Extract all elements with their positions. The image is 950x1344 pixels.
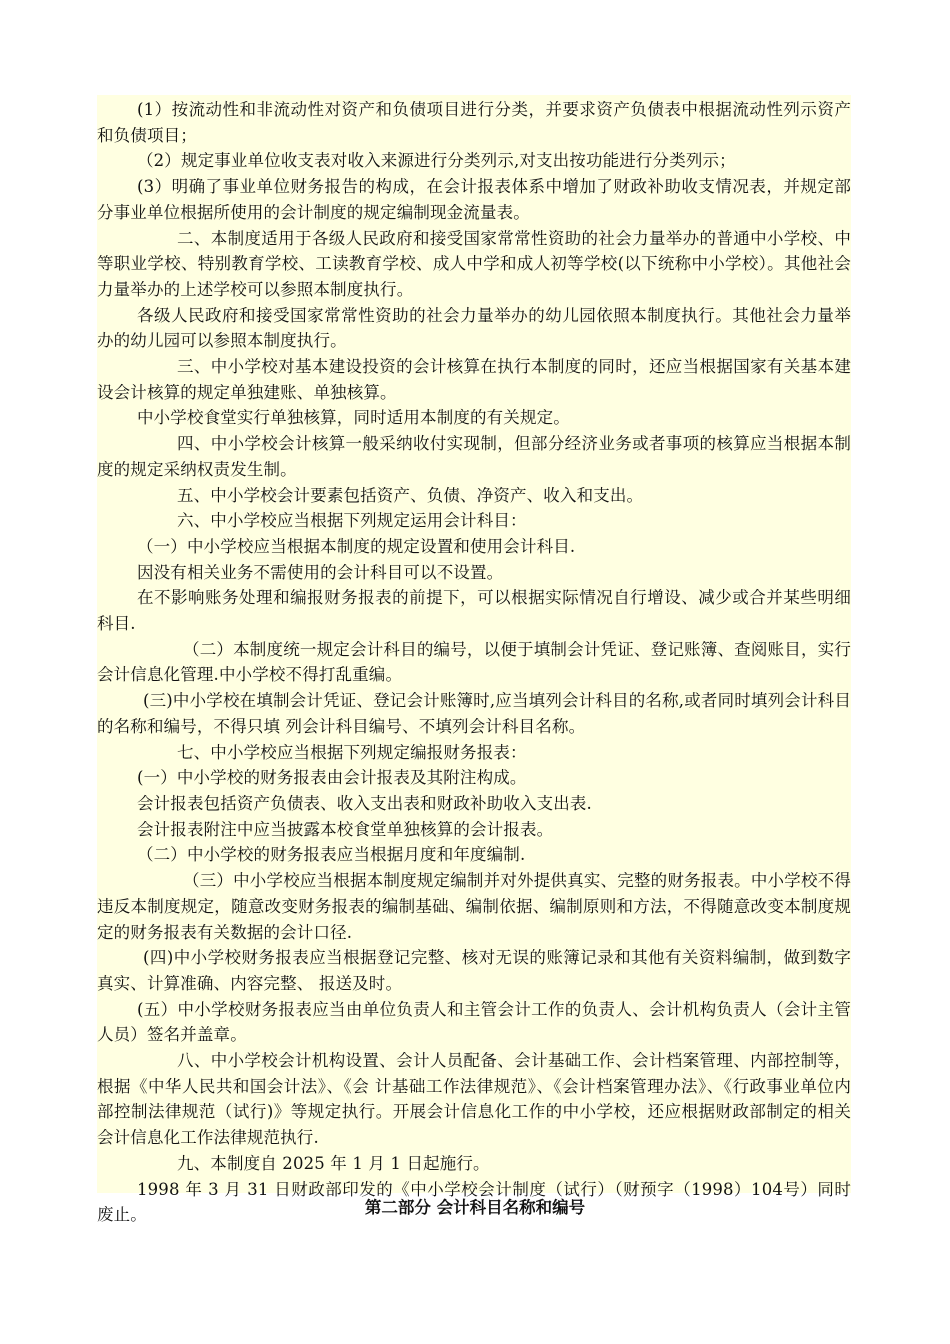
section-heading: 第二部分 会计科目名称和编号 (364, 1198, 586, 1217)
paragraph-26: 1998 年 3 月 31 日财政部印发的《中小学校会计制度（试行）（财预字（1998）104号）同时废止。 (97, 1179, 851, 1225)
paragraph-15: (三)中小学校在填制会计凭证、登记会计账簿时,应当填列会计科目的名称,或者同时填列会计科目的名称和编号，不得只填 列会计科目编号、不填列会计科目名称。 (97, 691, 851, 736)
paragraph-9: 五、中小学校会计要素包括资产、负债、净资产、收入和支出。 (177, 485, 644, 505)
paragraph-25: 九、本制度自 2025 年 1 月 1 日起施行。 (177, 1153, 490, 1173)
paragraph-12: 因没有相关业务不需使用的会计科目可以不设置。 (137, 562, 504, 582)
paragraph-13: 在不影响账务处理和编报财务报表的前提下，可以根据实际情况自行增设、减少或合并某些明细科目. (97, 588, 851, 634)
paragraph-3: (3）明确了事业单位财务报告的构成，在会计报表体系中增加了财政补助收支情况表，并规定部分事业单位根据所使用的会计制度的规定编制现金流量表。 (97, 177, 851, 222)
paragraph-5: 各级人民政府和接受国家常常性资助的社会力量举办的幼儿园依照本制度执行。其他社会力量举办的幼儿园可以参照本制度执行。 (97, 305, 851, 351)
paragraph-16: 七、中小学校应当根据下列规定编报财务报表： (177, 742, 527, 762)
paragraph-23: (五）中小学校财务报表应当由单位负责人和主管会计工作的负责人、会计机构负责人（会计主管人员）签名并盖章。 (97, 999, 851, 1045)
paragraph-21: （三）中小学校应当根据本制度规定编制并对外提供真实、完整的财务报表。中小学校不得违反本制度规定，随意改变财务报表的编制基础、编制依据、编制原则和方法，不得随意改变本制度规定的财务报表有关数据的会计口径. (97, 871, 851, 942)
paragraph-10: 六、中小学校应当根据下列规定运用会计科目： (177, 511, 527, 531)
paragraph-7: 中小学校食堂实行单独核算，同时适用本制度的有关规定。 (137, 408, 570, 428)
paragraph-11: （一）中小学校应当根据本制度的规定设置和使用会计科目. (137, 536, 576, 556)
document-body (97, 97, 851, 1228)
paragraph-19: 会计报表附注中应当披露本校食堂单独核算的会计报表。 (137, 819, 554, 839)
paragraph-1: (1）按流动性和非流动性对资产和负债项目进行分类，并要求资产负债表中根据流动性列示资产和负债项目； (97, 100, 851, 145)
paragraph-18: 会计报表包括资产负债表、收入支出表和财政补助收入支出表. (137, 793, 592, 813)
paragraph-22: (四)中小学校财务报表应当根据登记完整、核对无误的账簿记录和其他有关资料编制，做到数字真实、计算准确、内容完整、 报送及时。 (97, 948, 851, 993)
paragraph-20: （二）中小学校的财务报表应当根据月度和年度编制. (137, 845, 526, 865)
paragraph-2: （2）规定事业单位收支表对收入来源进行分类列示,对支出按功能进行分类列示； (137, 151, 736, 171)
paragraph-17: (一）中小学校的财务报表由会计报表及其附注构成。 (137, 768, 527, 788)
paragraph-24: 八、中小学校会计机构设置、会计人员配备、会计基础工作、会计档案管理、内部控制等，根据《中华人民共和国会计法》、《会 计基础工作法律规范》、《会计档案管理办法》、《行政事业单位内部控制法律规范（试行)》等规定执行。开展会计信息化工作的中小学校，还应根据财政部制定的相关会计信息化工作法律规范执行. (97, 1051, 851, 1148)
paragraph-8: 四、中小学校会计核算一般采纳收付实现制，但部分经济业务或者事项的核算应当根据本制度的规定采纳权责发生制。 (97, 434, 851, 479)
paragraph-14: （二）本制度统一规定会计科目的编号，以便于填制会计凭证、登记账簿、查阅账目，实行会计信息化管理.中小学校不得打乱重编。 (97, 639, 851, 685)
paragraph-4: 二、本制度适用于各级人民政府和接受国家常常性资助的社会力量举办的普通中小学校、中等职业学校、特别教育学校、工读教育学校、成人中学和成人初等学校(以下统称中小学校）。其他社会力量举办的上述学校可以参照本制度执行。 (97, 228, 851, 299)
paragraph-6: 三、中小学校对基本建设投资的会计核算在执行本制度的同时，还应当根据国家有关基本建设会计核算的规定单独建账、单独核算。 (97, 357, 851, 402)
